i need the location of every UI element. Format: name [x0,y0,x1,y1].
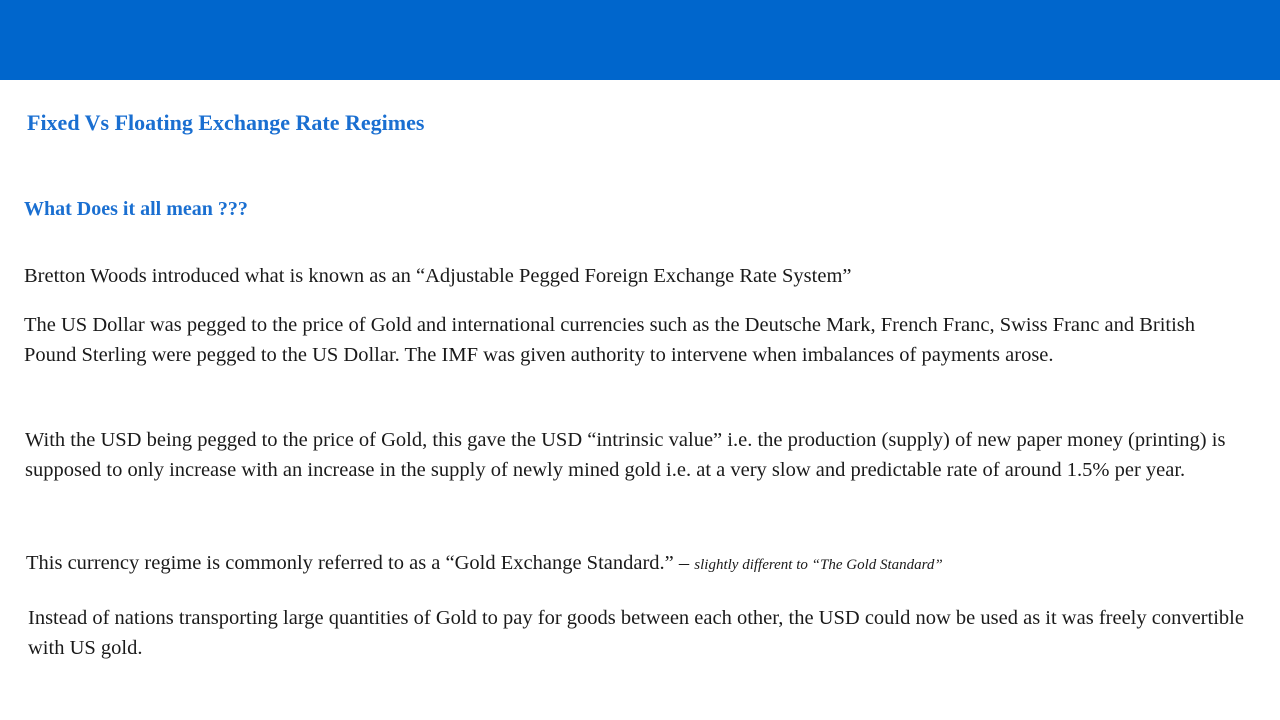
gold-exchange-standard-text: This currency regime is commonly referred to as a “Gold Exchange Standard.” – [26,552,695,574]
paragraph-intrinsic-value: With the USD being pegged to the price of Gold, this gave the USD “intrinsic value” i.e. the production (supply) of new paper money (printing) is supposed to only increase with an increase in the supply of newly mined gold i.e. at a very slow and predictable rate of around 1.5% per year. [25,429,1226,481]
paragraph-bretton-woods: Bretton Woods introduced what is known as an “Adjustable Pegged Foreign Exchange Rate System” [24,265,852,287]
section-heading: What Does it all mean ??? [24,198,248,220]
paragraph-us-dollar-peg: The US Dollar was pegged to the price of Gold and international currencies such as the Deutsche Mark, French Franc, Swiss Franc and British Pound Sterling were pegged to the US Dollar. The IMF was given authority to intervene when imbalances of payments arose. [24,314,1196,366]
paragraph-usd-convertible: Instead of nations transporting large quantities of Gold to pay for goods between each other, the USD could now be used as it was freely convertible with US gold. [28,607,1244,659]
header-bar [0,0,1280,80]
paragraph-gold-exchange-standard [26,549,1246,581]
gold-standard-note: slightly different to “The Gold Standard” [694,557,943,573]
slide-title: Fixed Vs Floating Exchange Rate Regimes [27,110,425,135]
